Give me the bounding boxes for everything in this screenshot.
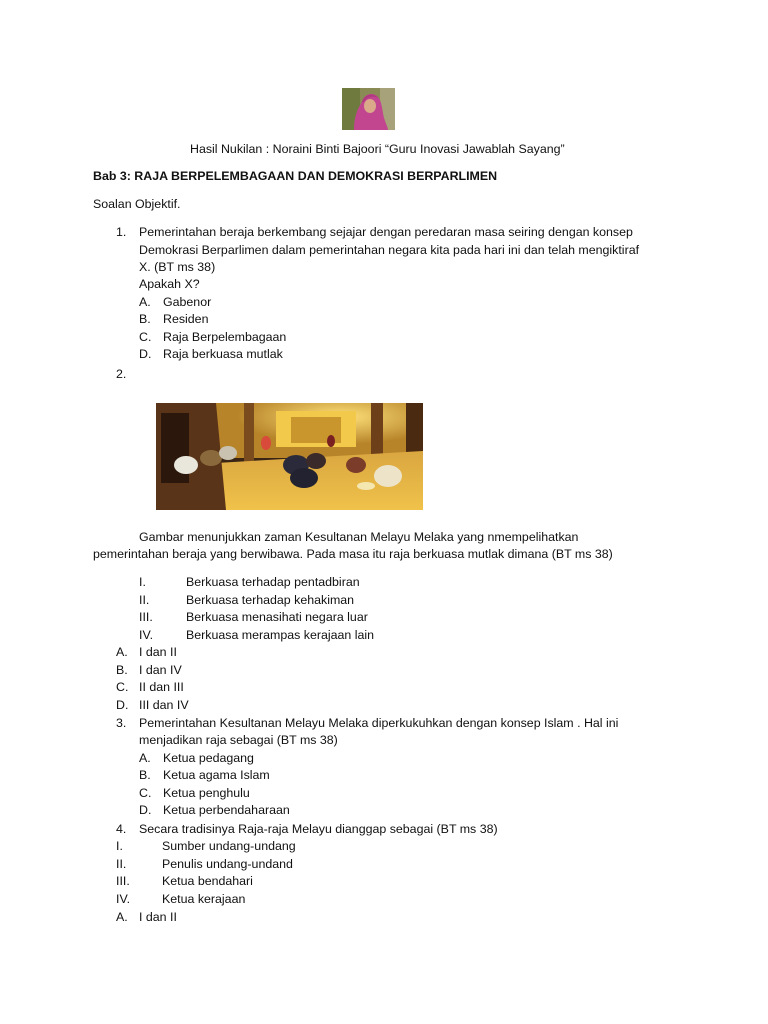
q1-option-text: Residen xyxy=(163,312,209,326)
q4-text-line1: Secara tradisinya Raja-raja Melayu dianggap sebagai (BT ms 38) xyxy=(139,822,498,836)
q4-statement-roman: I. xyxy=(116,839,123,853)
q2-text-line1: Gambar menunjukkan zaman Kesultanan Melayu Melaka yang nmempelihatkan xyxy=(139,530,579,544)
malacca-court-image xyxy=(156,403,423,510)
q4-number: 4. xyxy=(116,822,127,836)
q3-text-line1: Pemerintahan Kesultanan Melayu Melaka diperkukuhkan dengan konsep Islam . Hal ini xyxy=(139,716,619,730)
q3-option-text: Ketua perbendaharaan xyxy=(163,803,290,817)
q1-option-text: Raja berkuasa mutlak xyxy=(163,347,283,361)
q2-statement-text: Berkuasa terhadap kehakiman xyxy=(186,593,355,607)
q3-option-text: Ketua pedagang xyxy=(163,751,254,765)
section-title: Soalan Objektif. xyxy=(93,197,181,211)
chapter-title: Bab 3: RAJA BERPELEMBAGAAN DAN DEMOKRASI BERPARLIMEN xyxy=(93,169,498,183)
author-credit: Hasil Nukilan : Noraini Binti Bajoori “Guru Inovasi Jawablah Sayang” xyxy=(190,142,565,156)
q2-statement-roman: III. xyxy=(139,610,153,624)
q4-option-letter: A. xyxy=(116,910,128,924)
q2-option-text: III dan IV xyxy=(139,698,189,712)
q1-text-line1: Pemerintahan beraja berkembang sejajar dengan peredaran masa seiring dengan konsep xyxy=(139,225,633,239)
q4-statement-roman: II. xyxy=(116,857,127,871)
q1-option-text: Gabenor xyxy=(163,295,212,309)
q2-statement-text: Berkuasa terhadap pentadbiran xyxy=(186,575,360,589)
q3-option-letter: B. xyxy=(139,768,151,782)
q4-statement-text: Ketua kerajaan xyxy=(162,892,246,906)
q4-statement-text: Sumber undang-undang xyxy=(162,839,296,853)
q1-option-letter: A. xyxy=(139,295,151,309)
q1-question: Apakah X? xyxy=(139,277,200,291)
q2-statement-roman: I. xyxy=(139,575,146,589)
q1-number: 1. xyxy=(116,225,127,239)
q2-option-text: I dan II xyxy=(139,645,177,659)
q3-option-letter: C. xyxy=(139,786,152,800)
q3-option-text: Ketua agama Islam xyxy=(163,768,270,782)
q2-number: 2. xyxy=(116,367,127,381)
q4-option-text: I dan II xyxy=(139,910,177,924)
q2-statement-roman: IV. xyxy=(139,628,154,642)
q4-statement-text: Ketua bendahari xyxy=(162,874,253,888)
q2-option-letter: A. xyxy=(116,645,128,659)
q2-option-letter: C. xyxy=(116,680,129,694)
q1-text-line3: X. (BT ms 38) xyxy=(139,260,216,274)
q2-option-letter: B. xyxy=(116,663,128,677)
q4-statement-text: Penulis undang-undand xyxy=(162,857,293,871)
author-photo xyxy=(342,88,395,130)
q1-option-letter: C. xyxy=(139,330,152,344)
q1-text-line2: Demokrasi Berparlimen dalam pemerintahan negara kita pada hari ini dan telah mengiktiraf xyxy=(139,243,640,257)
q2-option-text: II dan III xyxy=(139,680,184,694)
q2-statement-roman: II. xyxy=(139,593,150,607)
q3-option-letter: A. xyxy=(139,751,151,765)
q2-statement-text: Berkuasa merampas kerajaan lain xyxy=(186,628,375,642)
q1-option-text: Raja Berpelembagaan xyxy=(163,330,287,344)
q3-option-text: Ketua penghulu xyxy=(163,786,250,800)
q2-option-text: I dan IV xyxy=(139,663,182,677)
q4-statement-roman: IV. xyxy=(116,892,131,906)
q1-option-letter: D. xyxy=(139,347,152,361)
q2-statement-text: Berkuasa menasihati negara luar xyxy=(186,610,368,624)
q1-option-letter: B. xyxy=(139,312,151,326)
q3-option-letter: D. xyxy=(139,803,152,817)
q2-text-line2: pemerintahan beraja yang berwibawa. Pada masa itu raja berkuasa mutlak dimana (BT ms 38) xyxy=(93,547,613,561)
q2-option-letter: D. xyxy=(116,698,129,712)
q3-text-line2: menjadikan raja sebagai (BT ms 38) xyxy=(139,733,338,747)
q4-statement-roman: III. xyxy=(116,874,130,888)
q3-number: 3. xyxy=(116,716,127,730)
